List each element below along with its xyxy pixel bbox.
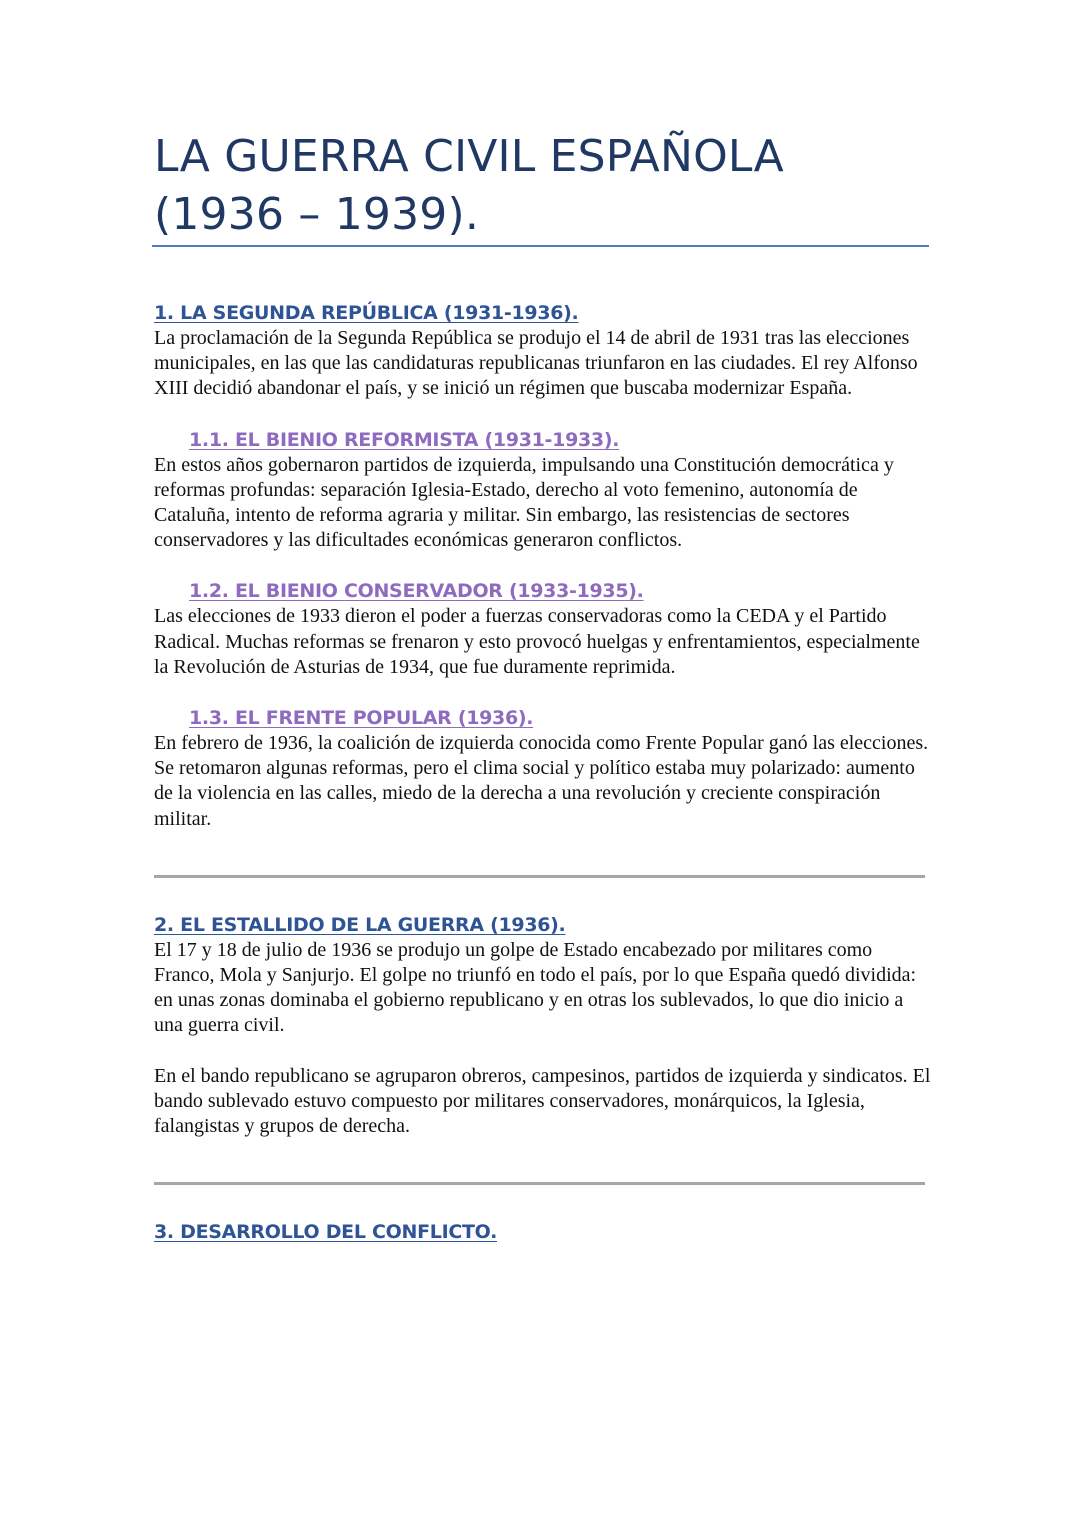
section-3-heading: 3. DESARROLLO DEL CONFLICTO. — [154, 1221, 497, 1244]
section-2-paragraph-2: En el bando republicano se agruparon obreros, campesinos, partidos de izquierda y sindicatos. El bando sublevado estuvo compuesto por militares conservadores, monárquicos, la Iglesia, falangistas y grupos de derecha. — [154, 1064, 931, 1138]
section-divider-2 — [154, 1182, 925, 1185]
subsection-1-2-text: Las elecciones de 1933 dieron el poder a fuerzas conservadoras como la CEDA y el Partido Radical. Muchas reformas se frenaron y esto provocó huelgas y enfrentamientos, especialmente la Revolución de Asturias de 1934, que fue duramente reprimida. — [154, 605, 920, 678]
title-underline — [152, 245, 929, 247]
section-estallido-guerra — [154, 912, 934, 1139]
section-desarrollo-conflicto — [154, 1219, 934, 1245]
title-line-1: LA GUERRA CIVIL ESPAÑOLA — [154, 131, 784, 182]
section-1-heading: 1. LA SEGUNDA REPÚBLICA (1931-1936). — [154, 302, 579, 324]
subsection-1-1-heading: 1.1. EL BIENIO REFORMISTA (1931-1933). — [189, 428, 620, 451]
document-title — [154, 128, 928, 244]
subsection-1-3-heading: 1.3. EL FRENTE POPULAR (1936). — [189, 707, 534, 730]
section-segunda-republica — [154, 300, 934, 832]
subsection-1-3-text: En febrero de 1936, la coalición de izquierda conocida como Frente Popular ganó las elecciones. Se retomaron algunas reformas, pero el clima social y político estaba muy polarizado: aumento de la violencia en las calles, miedo de la derecha a una revolución y creciente conspiración militar. — [154, 732, 929, 830]
title-line-2: (1936 – 1939). — [154, 189, 480, 240]
section-2-paragraph-1: El 17 y 18 de julio de 1936 se produjo un golpe de Estado encabezado por militares como Franco, Mola y Sanjurjo. El golpe no triunfó en todo el país, por lo que España quedó dividida: en unas zonas dominaba el gobierno republicano y en otras los sublevados, lo que dio inicio a una guerra civil. — [154, 938, 917, 1037]
subsection-1-2-heading: 1.2. EL BIENIO CONSERVADOR (1933-1935). — [189, 580, 644, 603]
section-divider-1 — [154, 875, 925, 878]
title-block — [154, 128, 928, 244]
section-2-heading: 2. EL ESTALLIDO DE LA GUERRA (1936). — [154, 913, 566, 936]
section-1-intro: La proclamación de la Segunda República se produjo el 14 de abril de 1931 tras las elecciones municipales, en las que las candidaturas republicanas triunfaron en las ciudades. El rey Alfonso XIII decidió abandonar el país, y se inició un régimen que buscaba modernizar España. — [154, 327, 918, 400]
document-body — [154, 300, 934, 1245]
subsection-1-1-text: En estos años gobernaron partidos de izquierda, impulsando una Constitución democrática y reformas profundas: separación Iglesia-Estado, derecho al voto femenino, autonomía de Cataluña, intento de reforma agraria y militar. Sin embargo, las resistencias de sectores conservadores y las dificultades económicas generaron conflictos. — [154, 453, 894, 552]
